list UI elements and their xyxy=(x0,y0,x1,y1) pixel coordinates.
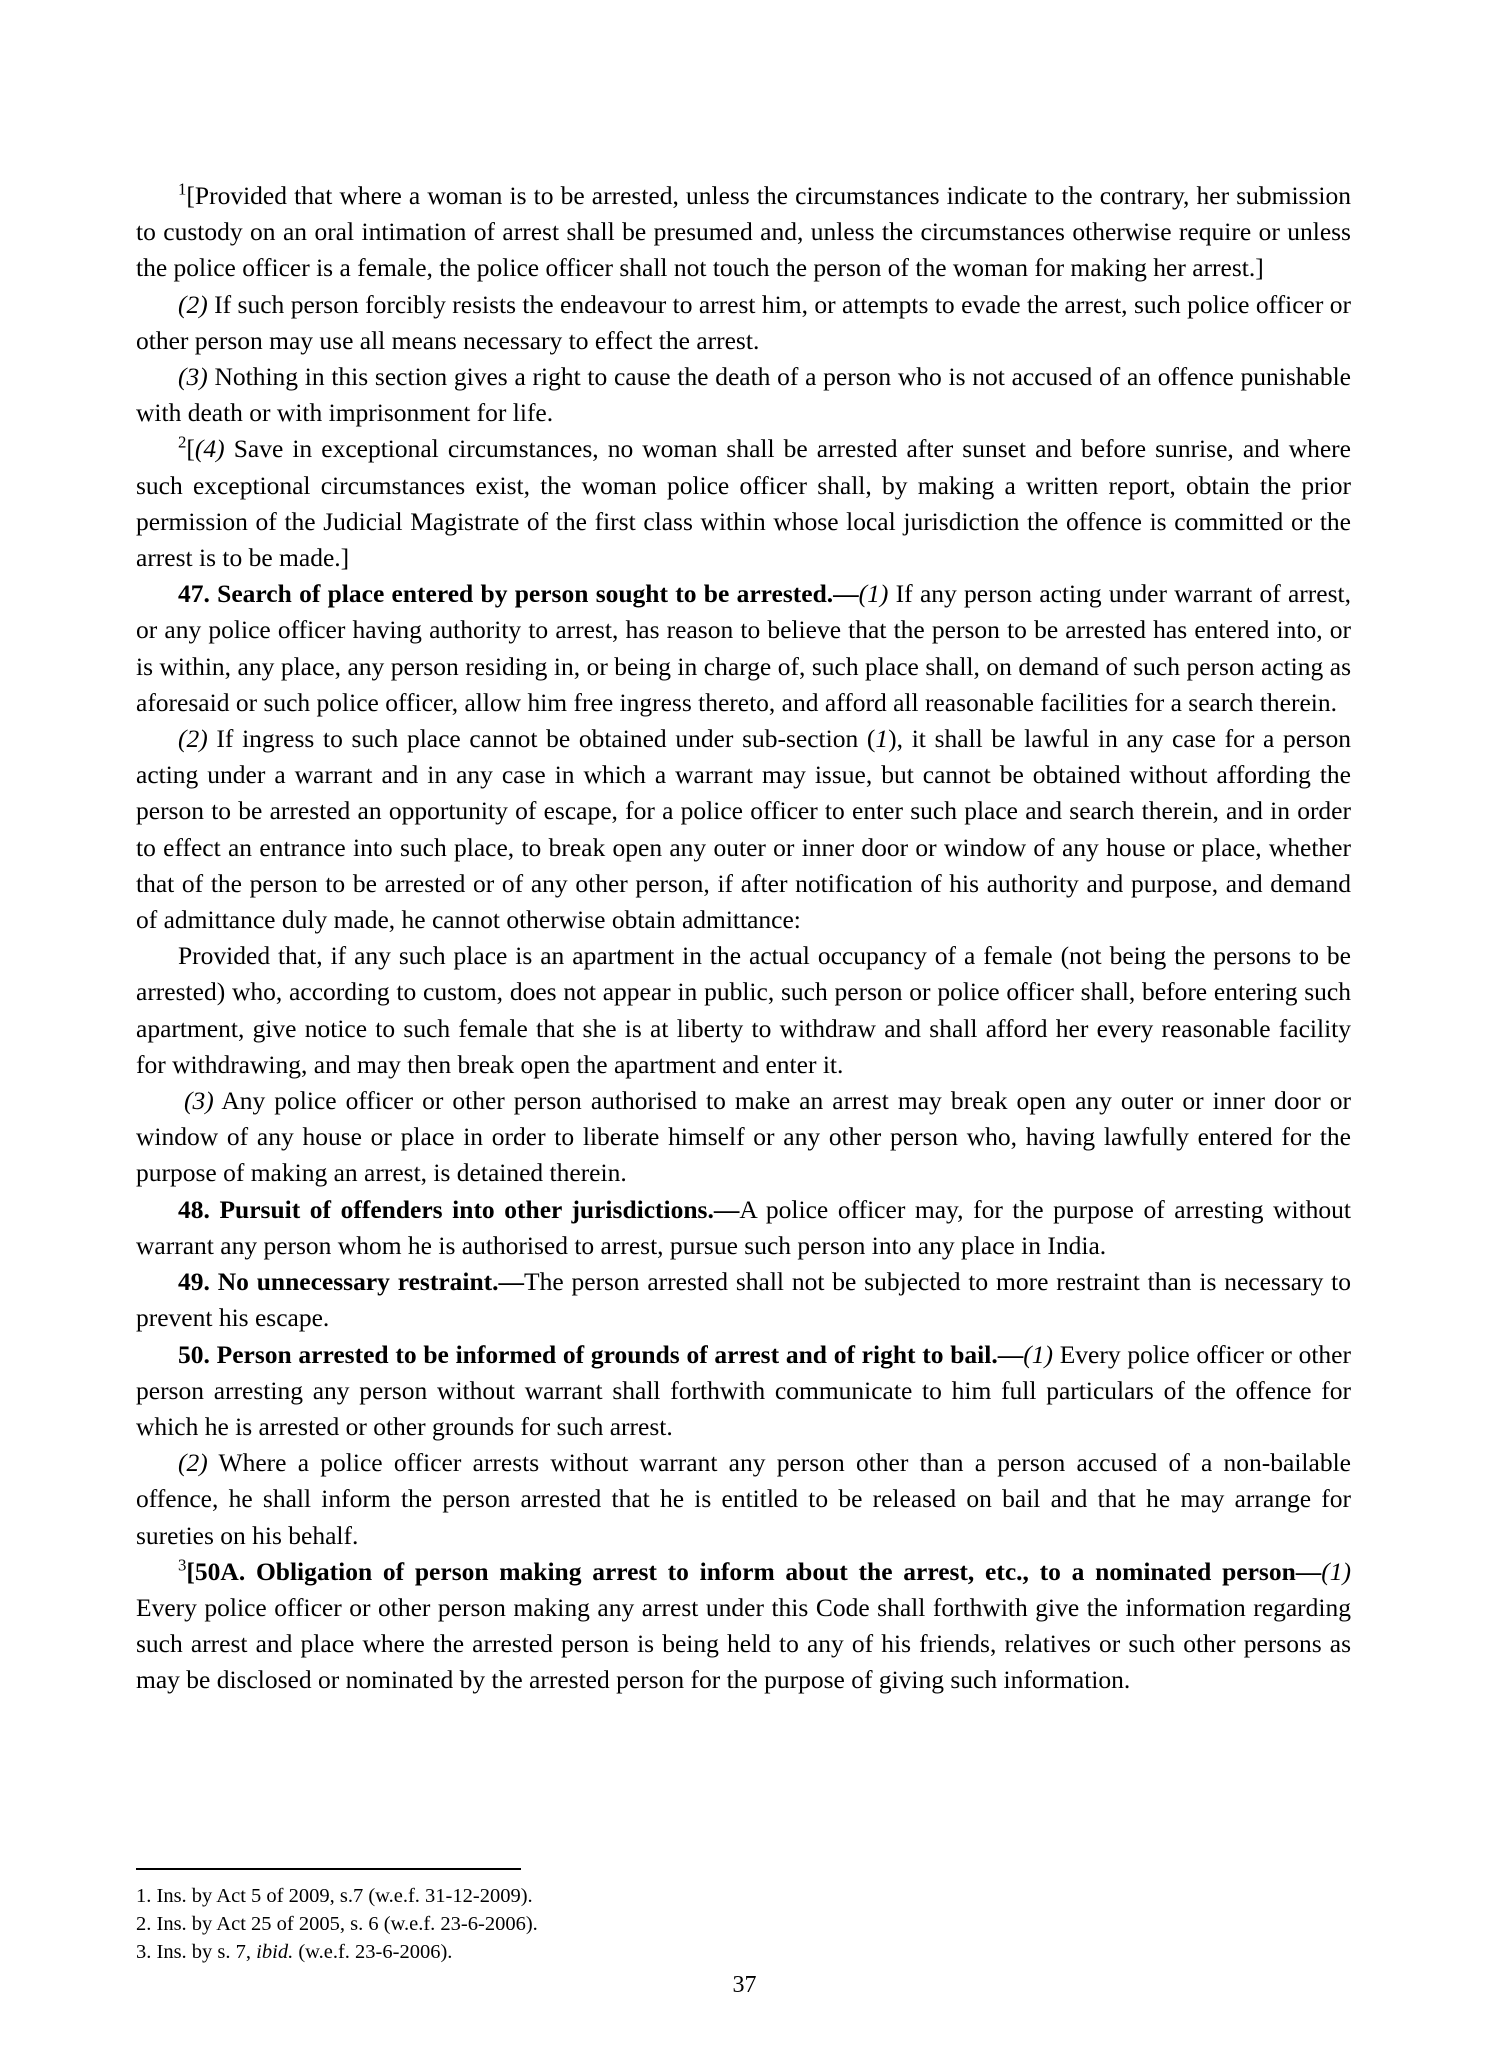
footnote-ref-1[interactable]: 1 xyxy=(178,179,187,199)
subsection-number: (2) xyxy=(178,1448,208,1478)
paragraph-s50A xyxy=(136,1554,1351,1699)
page-number: 37 xyxy=(732,1972,757,1998)
subsection-number: (2) xyxy=(178,289,208,319)
paragraph-s47-sub3 xyxy=(136,1083,1351,1192)
subsection-number: (1) xyxy=(858,579,889,609)
section-heading-49: 49. No unnecessary restraint. xyxy=(178,1267,499,1297)
subsection-number: (1) xyxy=(1321,1556,1351,1586)
paragraph-text: Every police officer or other person making any arrest under this Code shall forthwith give the information regarding such arrest and place where the arrested person is being held to any of his friends, relatives or such other persons as may be disclosed or nominated by the arrested person for the purpose of giving such information. xyxy=(136,1592,1351,1695)
paragraph-s47-proviso xyxy=(136,938,1351,1083)
footnote-block xyxy=(136,1868,1351,1966)
subsection-number: (3) xyxy=(178,362,208,392)
paragraph-text: Provided that, if any such place is an apartment in the actual occupancy of a female (not being the persons to be arrested) who, according to custom, does not appear in public, such person or police officer shall, before entering such apartment, give notice to such female that she is at liberty to withdraw and shall afford her every reasonable facility for withdrawing, and may then break open the apartment and enter it. xyxy=(136,941,1351,1079)
paragraph-s50-sub2 xyxy=(136,1445,1351,1554)
subsection-number: (3) xyxy=(184,1086,214,1116)
section-heading-48: 48. Pursuit of offenders into other jurisdictions. xyxy=(178,1194,714,1224)
paragraph-text: Where a police officer arrests without warrant any person other than a person accused of a non-bailable offence, he shall inform the person arrested that he is entitled to be released on bail and that he may arrange for sureties on his behalf. xyxy=(136,1448,1351,1550)
paragraph-text: A police officer may, for the purpose of arresting without warrant any person whom he is authorised to arrest, pursue such person into any place in India. xyxy=(136,1194,1351,1260)
paragraph-text: The person arrested shall not be subjected to more restraint than is necessary to prevent his escape. xyxy=(136,1267,1351,1333)
footnote-separator-rule xyxy=(136,1868,521,1870)
footnote-item-2: 2. Ins. by Act 25 of 2005, s. 6 (w.e.f. 23-6-2006). xyxy=(136,1913,538,1935)
paragraph-text: Any police officer or other person authorised to make an arrest may break open any outer or inner door or window of any house or place in order to liberate himself or any other person who, having lawfully entered for the purpose of making an arrest, is detained therein. xyxy=(136,1086,1352,1188)
em-dash: — xyxy=(1295,1556,1322,1586)
section-heading-50: 50. Person arrested to be informed of grounds of arrest and of right to bail. xyxy=(178,1339,998,1369)
em-dash: — xyxy=(997,1339,1024,1369)
em-dash: — xyxy=(498,1267,525,1297)
section-heading-50A: [50A. Obligation of person making arrest to inform about the arrest, etc., to a nominated person xyxy=(186,1556,1296,1586)
paragraph-s49 xyxy=(136,1264,1351,1336)
footnote-3-ibid: ibid. xyxy=(256,1941,294,1963)
subsection-number: (4) xyxy=(194,434,225,464)
section-heading-47: 47. Search of place entered by person sought to be arrested. xyxy=(178,579,834,609)
em-dash: — xyxy=(713,1194,740,1224)
paragraph-s47-sub2: (2) If ingress to such place cannot be obtained under sub-section (1), it shall be lawful in any case for a person acting under a warrant and in any case in which a warrant may issue, but cannot be obtained without affording the person to be arrested an opportunity of escape, for a police officer to enter such place and search therein, and in order to effect an entrance into such place, to break open any outer or inner door or window of any house or place, whether that of the person to be arrested or of any other person, if after notification of his authority and purpose, and demand of admittance duly made, he cannot otherwise obtain admittance: xyxy=(136,724,1351,935)
footnote-ref-3[interactable]: 3 xyxy=(178,1555,187,1575)
paragraph-text: Nothing in this section gives a right to cause the death of a person who is not accused of an offence punishable with death or with imprisonment for life. xyxy=(136,362,1351,428)
paragraph-s48 xyxy=(136,1192,1351,1264)
page-body xyxy=(136,178,1351,1699)
subsection-number: (2) xyxy=(178,724,208,754)
footnote-item-3 xyxy=(136,1938,1351,1966)
paragraph-text: If such person forcibly resists the endeavour to arrest him, or attempts to evade the arrest, such police officer or other person may use all means necessary to effect the arrest. xyxy=(136,289,1351,355)
paragraph-s47-sub1 xyxy=(136,576,1351,721)
paragraph-text: Every police officer or other person arresting any person without warrant shall forthwith communicate to him full particulars of the offence for which he is arrested or other grounds for such arrest. xyxy=(136,1339,1351,1441)
paragraph-text: [Provided that where a woman is to be arrested, unless the circumstances indicate to the contrary, her submission to custody on an oral intimation of arrest shall be presumed and, unless the circumstances otherwise require or unless the police officer is a female, the police officer shall not touch the person of the woman for making her arrest.] xyxy=(136,181,1351,283)
footnote-ref-2[interactable]: 2 xyxy=(178,432,187,452)
subsection-number: (1) xyxy=(1023,1339,1053,1369)
paragraph-s46-sub2 xyxy=(136,287,1351,359)
em-dash: — xyxy=(833,579,859,609)
footnote-3-before: 3. Ins. by s. 7, xyxy=(136,1941,257,1963)
paragraph-s46-sub3 xyxy=(136,359,1351,431)
footnote-item-1: 1. Ins. by Act 5 of 2009, s.7 (w.e.f. 31-12-2009). xyxy=(136,1885,533,1907)
paragraph-s46-sub4: $^2$[(4) Save in exceptional circumstances, no woman shall be arrested after sunset and before sunrise, and where such exceptional circumstances exist, the woman police officer shall, by making a written report, obtain the prior permission of the Judicial Magistrate of the first class within whose local jurisdiction the offence is committed or the arrest is to be made.] xyxy=(136,432,1351,573)
footnote-3-after: (w.e.f. 23-6-2006). xyxy=(293,1941,453,1963)
paragraph-text: Save in exceptional circumstances, no woman shall be arrested after sunset and before sunrise, and where such exceptional circumstances exist, the woman police officer shall, by making a written report, obtain the prior permission of the Judicial Magistrate of the first class within whose local jurisdiction the offence is committed or the arrest is to be made.] xyxy=(136,434,1351,573)
paragraph-proviso-woman-arrest xyxy=(136,178,1351,287)
paragraph-s50-sub1 xyxy=(136,1337,1351,1446)
paragraph-text: If any person acting under warrant of arrest, or any police officer having authority to arrest, has reason to believe that the person to be arrested has entered into, or is within, any place, any person residing in, or being in charge of, such place shall, on demand of such person acting as aforesaid or such police officer, allow him free ingress thereto, and afford all reasonable facilities for a search therein. xyxy=(136,579,1351,717)
cross-ref-subsection: 1 xyxy=(875,724,889,754)
